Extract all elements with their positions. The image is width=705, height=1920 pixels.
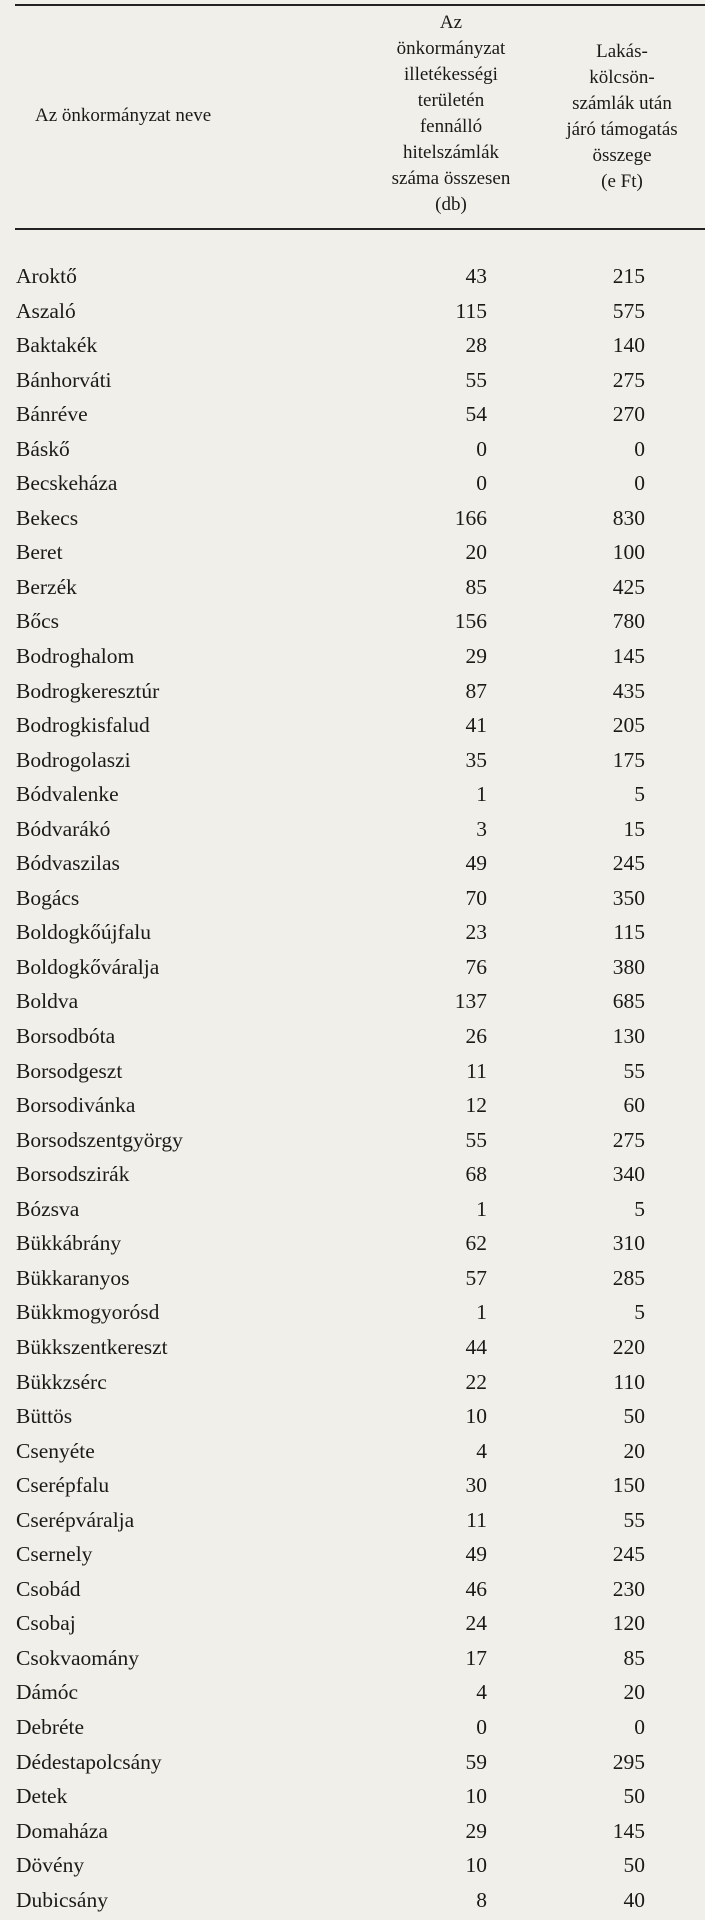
account-count: 12 — [465, 1093, 487, 1118]
header-line: (e Ft) — [601, 171, 643, 192]
header-line: összege — [592, 145, 652, 166]
support-amount: 575 — [612, 298, 645, 323]
support-amount: 830 — [612, 505, 645, 530]
support-amount: 205 — [612, 713, 645, 738]
account-count: 43 — [465, 264, 487, 288]
support-amount: 215 — [612, 264, 645, 288]
municipality-name: Boldva — [16, 989, 79, 1014]
support-amount: 425 — [612, 574, 645, 599]
municipality-name: Domaháza — [16, 1818, 108, 1843]
account-count: 4 — [476, 1680, 487, 1705]
municipality-name: Csobád — [16, 1576, 81, 1601]
table-row — [0, 1022, 705, 1057]
account-count: 0 — [476, 1714, 487, 1739]
table-row — [0, 884, 705, 919]
municipality-name: Borsodszentgyörgy — [16, 1127, 183, 1152]
header-line: Lakás- — [596, 41, 648, 62]
account-count: 4 — [476, 1438, 487, 1463]
table-row — [0, 1126, 705, 1161]
support-amount: 275 — [612, 367, 645, 392]
support-amount: 175 — [612, 747, 645, 772]
account-count: 23 — [465, 920, 487, 945]
account-count: 76 — [465, 954, 487, 979]
support-amount: 275 — [612, 1127, 645, 1152]
support-amount: 245 — [612, 1542, 645, 1567]
municipality-name: Báskő — [16, 436, 70, 461]
account-count: 10 — [465, 1853, 487, 1878]
table-row — [0, 1575, 705, 1610]
top-rule — [15, 4, 705, 6]
table-row — [0, 1748, 705, 1783]
municipality-name: Bükkzsérc — [16, 1369, 107, 1394]
table-row — [0, 366, 705, 401]
table-row — [0, 331, 705, 366]
table-row — [0, 1644, 705, 1679]
support-amount: 310 — [612, 1231, 645, 1256]
municipality-name: Bogács — [16, 885, 80, 910]
header-line: száma összesen — [391, 168, 511, 189]
table-row — [0, 711, 705, 746]
account-count: 0 — [476, 436, 487, 461]
municipality-name: Aroktő — [16, 264, 77, 288]
account-count: 10 — [465, 1784, 487, 1809]
table-row — [0, 677, 705, 712]
header-line: számlák után — [572, 93, 672, 114]
support-amount: 40 — [623, 1887, 645, 1912]
support-amount: 285 — [612, 1265, 645, 1290]
municipality-name: Borsodivánka — [16, 1093, 136, 1118]
account-count: 26 — [465, 1024, 487, 1049]
municipality-name: Baktakék — [16, 333, 98, 358]
account-count: 24 — [465, 1611, 487, 1636]
support-amount: 20 — [623, 1438, 645, 1463]
municipality-name: Bódvalenke — [16, 782, 119, 807]
account-count: 29 — [465, 644, 487, 669]
table-row — [0, 780, 705, 815]
account-count: 1 — [476, 782, 487, 807]
account-count: 44 — [465, 1334, 487, 1359]
header-line: kölcsön- — [589, 67, 655, 88]
municipality-name: Debréte — [16, 1714, 85, 1739]
table-body — [0, 262, 705, 1920]
header-line: önkormányzat — [396, 38, 506, 59]
table-row — [0, 1886, 705, 1920]
table-row — [0, 746, 705, 781]
support-amount: 55 — [623, 1058, 645, 1083]
account-count: 115 — [455, 298, 487, 323]
municipality-name: Bőcs — [16, 609, 59, 634]
account-count: 1 — [476, 1196, 487, 1221]
support-amount: 20 — [623, 1680, 645, 1705]
table-row — [0, 1091, 705, 1126]
table-row — [0, 469, 705, 504]
table-row — [0, 1782, 705, 1817]
municipality-name: Bódvaszilas — [16, 851, 120, 876]
municipality-name: Bodroghalom — [16, 644, 135, 669]
municipality-name: Borsodszirák — [16, 1162, 130, 1187]
table-row — [0, 1506, 705, 1541]
support-amount: 145 — [612, 644, 645, 669]
account-count: 49 — [465, 1542, 487, 1567]
municipality-name: Berzék — [16, 574, 77, 599]
municipality-name: Boldogkőváralja — [16, 954, 160, 979]
support-amount: 5 — [634, 1300, 645, 1325]
table-row — [0, 849, 705, 884]
municipality-name: Bekecs — [16, 505, 79, 530]
support-amount: 230 — [612, 1576, 645, 1601]
table-row — [0, 1160, 705, 1195]
header-line: fennálló — [419, 116, 483, 137]
municipality-name: Bodrogkeresztúr — [16, 678, 160, 703]
header-line: (db) — [435, 194, 467, 215]
account-count: 41 — [465, 713, 487, 738]
table-row — [0, 538, 705, 573]
support-amount: 380 — [612, 954, 645, 979]
support-amount: 435 — [612, 678, 645, 703]
support-amount: 220 — [612, 1334, 645, 1359]
table-row — [0, 1057, 705, 1092]
table-row — [0, 1437, 705, 1472]
municipality-name: Borsodbóta — [16, 1024, 116, 1049]
municipality-name: Aszaló — [16, 298, 76, 323]
support-amount: 85 — [623, 1645, 645, 1670]
support-amount: 140 — [612, 333, 645, 358]
support-amount: 50 — [623, 1853, 645, 1878]
support-amount: 780 — [612, 609, 645, 634]
support-amount: 5 — [634, 782, 645, 807]
table-row — [0, 953, 705, 988]
municipality-name: Büttös — [16, 1404, 73, 1429]
table-row — [0, 504, 705, 539]
support-amount: 15 — [623, 816, 645, 841]
account-count: 54 — [465, 402, 487, 427]
table-row — [0, 1817, 705, 1852]
municipality-name: Dédestapolcsány — [16, 1749, 162, 1774]
header-line: területén — [417, 90, 485, 111]
support-amount: 115 — [613, 920, 645, 945]
account-count: 156 — [454, 609, 487, 634]
municipality-name: Dámóc — [16, 1680, 79, 1705]
municipality-name: Bodrogkisfalud — [16, 713, 150, 738]
account-count: 49 — [465, 851, 487, 876]
municipality-name: Csernely — [16, 1542, 93, 1567]
table-row — [0, 1540, 705, 1575]
support-amount: 245 — [612, 851, 645, 876]
header-line: járó támogatás — [566, 119, 678, 140]
account-count: 68 — [465, 1162, 487, 1187]
account-count: 3 — [476, 816, 487, 841]
account-count: 17 — [465, 1645, 487, 1670]
municipality-name: Boldogkőújfalu — [16, 920, 151, 945]
table-row — [0, 262, 705, 297]
account-count: 10 — [465, 1404, 487, 1429]
municipality-name: Bódvarákó — [16, 816, 111, 841]
support-amount: 150 — [612, 1473, 645, 1498]
account-count: 20 — [465, 540, 487, 565]
account-count: 28 — [465, 333, 487, 358]
municipality-name: Csobaj — [16, 1611, 76, 1636]
support-amount: 0 — [634, 1714, 645, 1739]
municipality-name: Becskeháza — [16, 471, 118, 496]
municipality-name: Bánhorváti — [16, 367, 112, 392]
table-row — [0, 1851, 705, 1886]
support-amount: 110 — [613, 1369, 645, 1394]
table-row — [0, 1264, 705, 1299]
header-line: hitelszámlák — [402, 142, 500, 163]
account-count: 22 — [465, 1369, 487, 1394]
header-line: Az — [439, 12, 463, 33]
municipality-name: Detek — [16, 1784, 68, 1809]
support-amount: 295 — [612, 1749, 645, 1774]
municipality-name: Bózsva — [16, 1196, 80, 1221]
account-count: 55 — [465, 1127, 487, 1152]
municipality-name: Bükkmogyorósd — [16, 1300, 160, 1325]
municipality-name: Bodrogolaszi — [16, 747, 131, 772]
account-count: 55 — [465, 367, 487, 392]
municipality-name: Csenyéte — [16, 1438, 95, 1463]
municipality-name: Beret — [16, 540, 63, 565]
account-count: 30 — [465, 1473, 487, 1498]
account-count: 0 — [476, 471, 487, 496]
support-amount: 0 — [634, 471, 645, 496]
account-count: 137 — [454, 989, 487, 1014]
support-amount: 270 — [612, 402, 645, 427]
table-row — [0, 1333, 705, 1368]
support-amount: 350 — [612, 885, 645, 910]
account-count: 70 — [465, 885, 487, 910]
account-count: 59 — [465, 1749, 487, 1774]
municipality-name: Bánréve — [16, 402, 88, 427]
account-count: 62 — [465, 1231, 487, 1256]
table-row — [0, 1609, 705, 1644]
account-count: 166 — [454, 505, 487, 530]
table-row — [0, 1368, 705, 1403]
municipality-name: Cserépfalu — [16, 1473, 110, 1498]
header-municipality-name: Az önkormányzat neve — [35, 105, 212, 126]
account-count: 35 — [465, 747, 487, 772]
municipality-name: Dubicsány — [16, 1887, 108, 1912]
municipality-name: Bükkábrány — [16, 1231, 122, 1256]
header-rule — [15, 228, 705, 230]
support-amount: 145 — [612, 1818, 645, 1843]
support-amount: 50 — [623, 1404, 645, 1429]
table-row — [0, 815, 705, 850]
account-count: 57 — [465, 1265, 487, 1290]
support-amount: 340 — [612, 1162, 645, 1187]
table-row — [0, 1402, 705, 1437]
account-count: 29 — [465, 1818, 487, 1843]
table-row — [0, 1713, 705, 1748]
support-amount: 60 — [623, 1093, 645, 1118]
table-row — [0, 400, 705, 435]
account-count: 11 — [466, 1507, 487, 1532]
table-row — [0, 642, 705, 677]
table-row — [0, 1229, 705, 1264]
municipality-name: Cserépváralja — [16, 1507, 135, 1532]
support-amount: 130 — [612, 1024, 645, 1049]
table-row — [0, 1195, 705, 1230]
table-row — [0, 573, 705, 608]
municipality-name: Bükkszentkereszt — [16, 1334, 168, 1359]
municipality-name: Bükkaranyos — [16, 1265, 130, 1290]
table-header — [15, 10, 705, 228]
support-amount: 50 — [623, 1784, 645, 1809]
table-row — [0, 1678, 705, 1713]
header-account-count — [362, 10, 540, 218]
municipality-name: Csokvaomány — [16, 1645, 140, 1670]
table-row — [0, 607, 705, 642]
table-row — [0, 987, 705, 1022]
support-amount: 55 — [623, 1507, 645, 1532]
table-row — [0, 435, 705, 470]
account-count: 85 — [465, 574, 487, 599]
header-support-amount — [548, 39, 696, 195]
account-count: 1 — [476, 1300, 487, 1325]
account-count: 46 — [465, 1576, 487, 1601]
table-row — [0, 1298, 705, 1333]
account-count: 87 — [465, 678, 487, 703]
support-amount: 0 — [634, 436, 645, 461]
account-count: 11 — [466, 1058, 487, 1083]
support-amount: 685 — [612, 989, 645, 1014]
account-count: 8 — [476, 1887, 487, 1912]
table-row — [0, 918, 705, 953]
table-row — [0, 1471, 705, 1506]
municipality-name: Dövény — [16, 1853, 85, 1878]
support-amount: 120 — [612, 1611, 645, 1636]
support-amount: 5 — [634, 1196, 645, 1221]
table-row — [0, 297, 705, 332]
header-line: illetékességi — [404, 64, 498, 85]
municipality-name: Borsodgeszt — [16, 1058, 123, 1083]
support-amount: 100 — [612, 540, 645, 565]
